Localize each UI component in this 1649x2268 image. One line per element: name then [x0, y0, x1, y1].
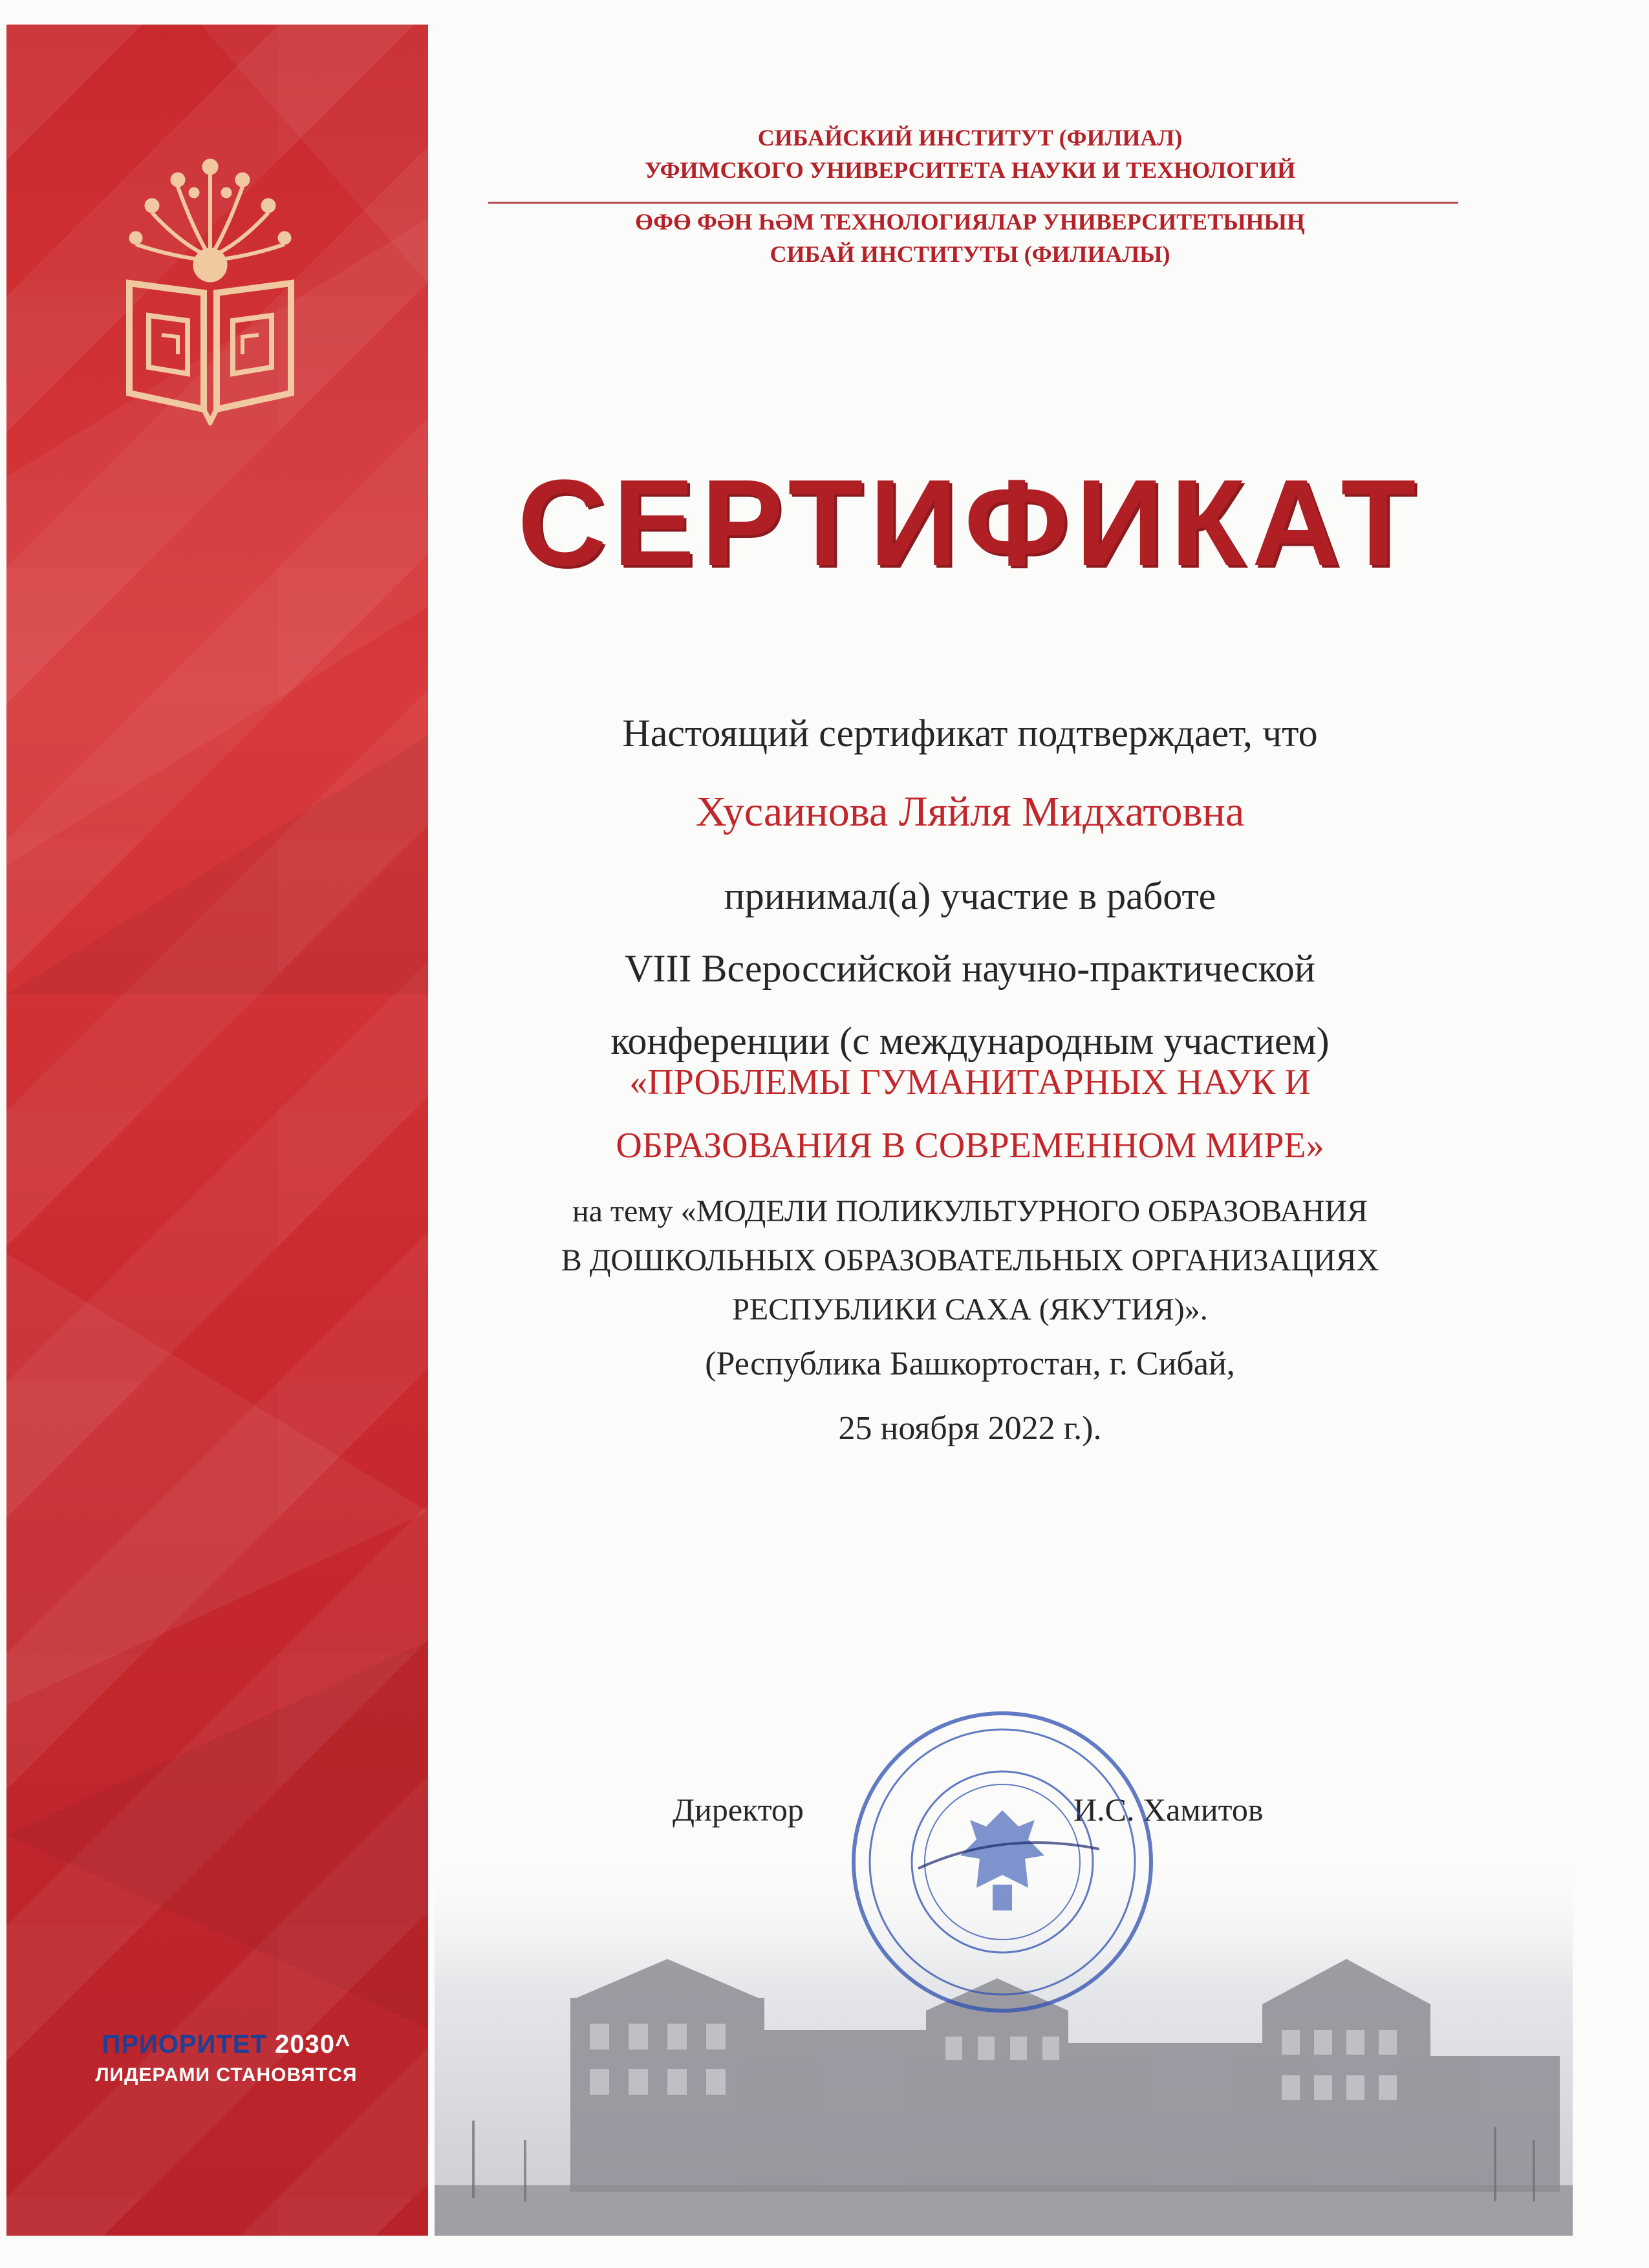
official-seal-icon: [841, 1700, 1164, 2024]
participation-line-1: принимал(а) участие в работе: [724, 875, 1216, 917]
institution-name-ba: [479, 206, 1461, 270]
signatory-name: И.С. Хамитов: [1073, 1792, 1264, 1828]
institution-name-ru: [479, 122, 1461, 186]
institution-ru-line-1: СИБАЙСКИЙ ИНСТИТУТ (ФИЛИАЛ): [757, 125, 1183, 151]
place-line: (Республика Башкортостан, г. Сибай,: [705, 1345, 1235, 1382]
recipient-name: Хусаинова Ляйля Мидхатовна: [695, 788, 1245, 835]
priority-slogan: ЛИДЕРАМИ СТАНОВЯТСЯ: [95, 2064, 358, 2086]
conference-line-1: «ПРОБЛЕМЫ ГУМАНИТАРНЫХ НАУК И: [629, 1062, 1311, 1102]
conference-line-2: ОБРАЗОВАНИЯ В СОВРЕМЕННОМ МИРЕ»: [616, 1126, 1324, 1166]
participation-line-2: VIII Всероссийской научно-практической: [625, 947, 1315, 990]
conference-name: [491, 1051, 1449, 1177]
topic-text: [491, 1187, 1449, 1334]
intro-text: Настоящий сертификат подтверждает, что: [622, 712, 1318, 754]
topic-line-2: В ДОШКОЛЬНЫХ ОБРАЗОВАТЕЛЬНЫХ ОРГАНИЗАЦИЯХ: [561, 1243, 1379, 1278]
institution-ba-line-2: СИБАЙ ИНСТИТУТЫ (ФИЛИАЛЫ): [770, 241, 1170, 267]
header-divider: [488, 202, 1458, 204]
participation-line-3: конференции (с международным участием): [610, 1020, 1330, 1062]
university-emblem-icon: [123, 154, 297, 425]
left-red-band: [6, 25, 428, 2236]
certificate-title: СЕРТИФИКАТ: [517, 455, 1423, 592]
institution-ba-line-1: ӨФӨ ФӘН ҺӘМ ТЕХНОЛОГИЯЛАР УНИВЕРСИТЕТЫНЫҢ: [635, 209, 1305, 235]
participation-text: [491, 860, 1449, 1077]
institution-ru-line-2: УФИМСКОГО УНИВЕРСИТЕТА НАУКИ И ТЕХНОЛОГИЙ: [644, 157, 1296, 183]
place-date: [491, 1332, 1449, 1461]
topic-line-3: РЕСПУБЛИКИ САХА (ЯКУТИЯ)».: [732, 1292, 1208, 1327]
topic-line-1: на тему «МОДЕЛИ ПОЛИКУЛЬТУРНОГО ОБРАЗОВАНИЯ: [572, 1194, 1368, 1228]
date-line: 25 ноября 2022 г.).: [838, 1410, 1102, 1447]
priority-year: 2030^: [275, 2030, 351, 2059]
priority-word: ПРИОРИТЕТ: [102, 2030, 267, 2059]
priority-2030-logo: [32, 2027, 420, 2090]
signatory-role: Директор: [673, 1792, 804, 1828]
